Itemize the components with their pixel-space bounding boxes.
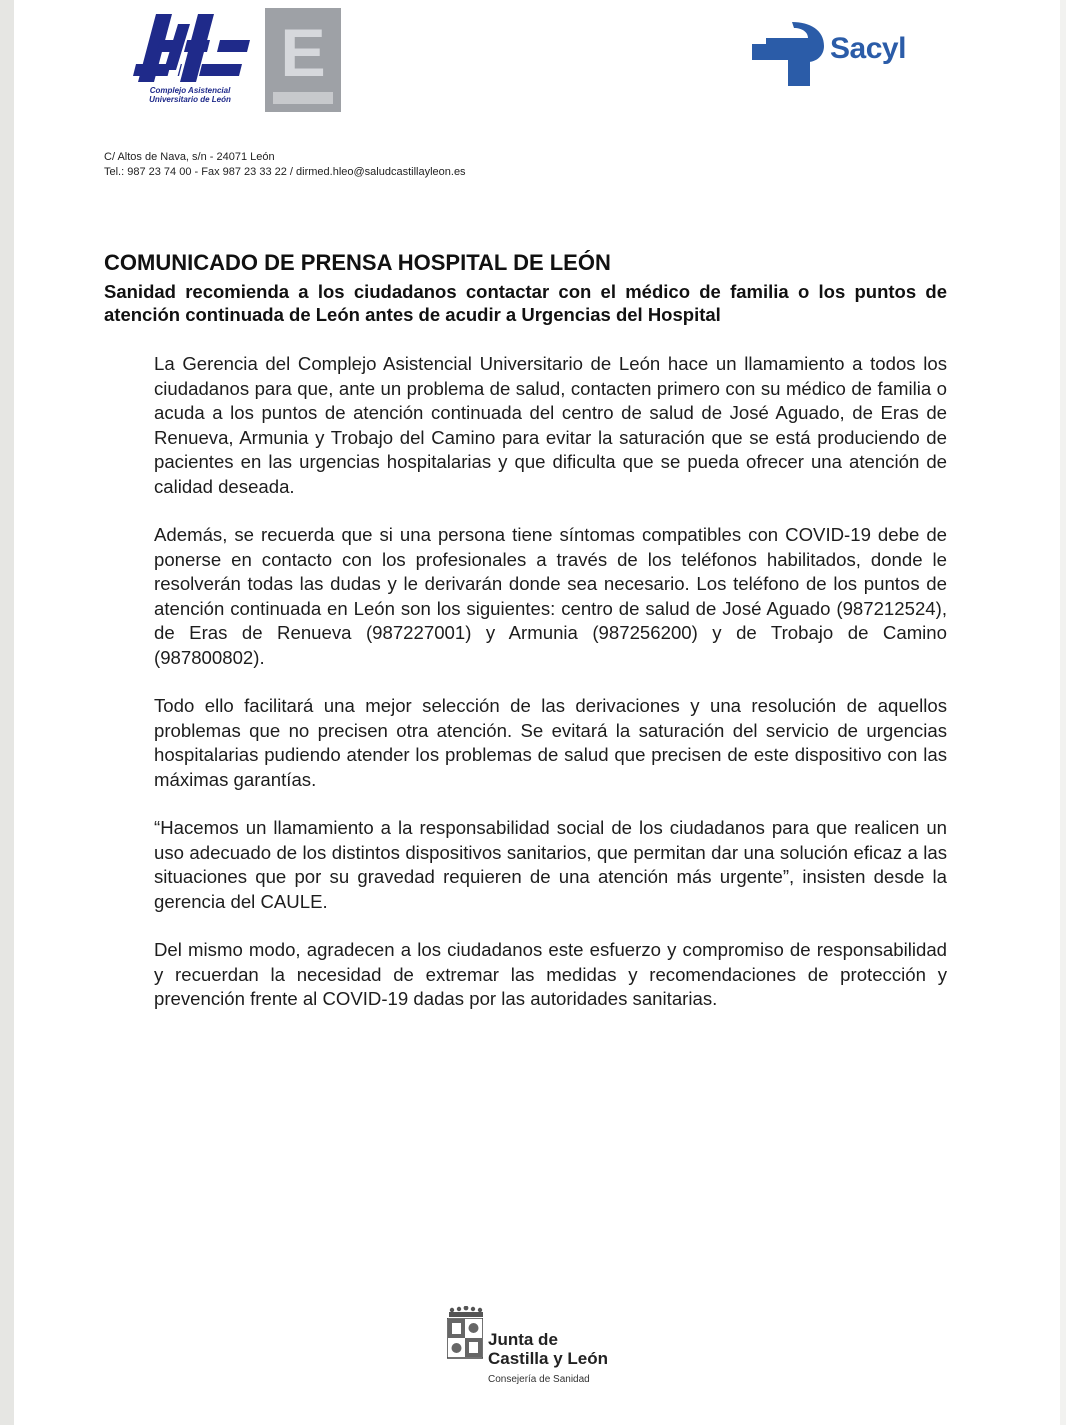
body-paragraph: Además, se recuerda que si una persona tiene síntomas compatibles con COVID-19 debe de ponerse en contacto con los profesionales a través de los teléfonos habilitados, donde le resolverán todas las dudas y le derivarán donde sea necesario. Los teléfono de los puntos de atención continuada en León son los siguientes: centro de salud de José Aguado (987212524), de Eras de Renueva (987227001) y Armunia (987256200) y de Trobajo de Camino (987800802).	[154, 524, 947, 668]
e-logo-letter: E	[280, 15, 326, 91]
body-paragraph: La Gerencia del Complejo Asistencial Universitario de León hace un llamamiento a todos los ciudadanos para que, ante un problema de salud, contacten primero con su médico de familia o acuda a los puntos de atención continuada del centro de salud de José Aguado, de Eras de Renueva, Armunia y Trobajo del Camino para evitar la saturación que se está produciendo de pacientes en las urgencias hospitalarias y que dificulta que se pueda ofrecer una atención de calidad deseada.	[154, 353, 947, 497]
coat-of-arms-icon	[447, 1318, 483, 1364]
caule-caption-line1: Complejo Asistencial	[149, 86, 231, 95]
press-release-subtitle: Sanidad recomienda a los ciudadanos contactar con el médico de familia o los puntos de atención continuada de León antes de acudir a Urgencias del Hospital	[104, 281, 947, 325]
junta-logo-line1: Junta de	[488, 1330, 558, 1349]
crown-icon	[447, 1305, 485, 1317]
address-block	[104, 150, 466, 180]
body-paragraph: Del mismo modo, agradecen a los ciudadanos este esfuerzo y compromiso de responsabilidad y recuerdan la necesidad de extremar las medidas y recomendaciones de protección y prevención frente al COVID-19 dadas por las autoridades sanitarias.	[154, 939, 947, 1009]
page-edge-shadow	[0, 0, 14, 1425]
caule-caption-line2: Universitario de León	[149, 95, 231, 104]
e-logo-label-strip	[273, 92, 333, 104]
consejeria-label: Consejería de Sanidad	[488, 1374, 590, 1385]
caule-logo-caption	[120, 86, 260, 104]
sacyl-logo-text: Sacyl	[830, 32, 906, 65]
address-line: C/ Altos de Nava, s/n - 24071 León	[104, 151, 275, 163]
body-paragraph: “Hacemos un llamamiento a la responsabilidad social de los ciudadanos para que realicen un uso adecuado de los distintos dispositivos sanitarios, que permitan dar una solución eficaz a las situaciones que por su gravedad requieren de una atención más urgente”, insisten desde la gerencia del CAULE.	[154, 817, 947, 912]
press-release-body	[154, 352, 947, 1036]
press-release-title: COMUNICADO DE PRENSA HOSPITAL DE LEÓN	[104, 250, 611, 275]
contact-line: Tel.: 987 23 74 00 - Fax 987 23 33 22 / dirmed.hleo@saludcastillayleon.es	[104, 166, 466, 178]
excellence-e-logo	[265, 8, 341, 112]
body-paragraph: Todo ello facilitará una mejor selección de las derivaciones y una resolución de aquellos problemas que no precisen otra atención. Se evitará la saturación del servicio de urgencias hospitalarias pudiendo atender los problemas de salud que precisen de este dispositivo con las máximas garantías.	[154, 695, 947, 790]
junta-logo-line2: Castilla y León	[488, 1349, 608, 1368]
